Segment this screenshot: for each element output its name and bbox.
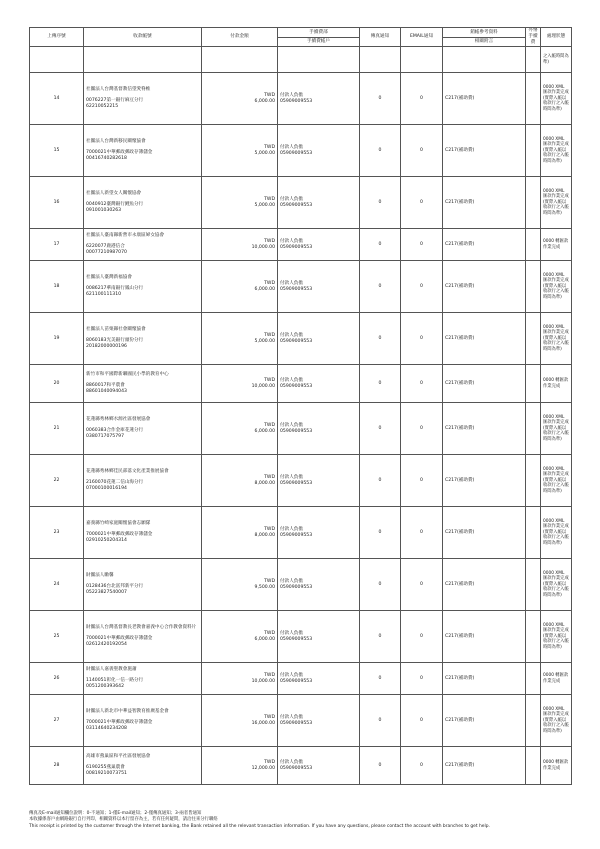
fax-notice-value: 0 [360,403,401,455]
payee-name: 社團法人臺南縣新營市永康區婦女協會 [86,233,165,239]
header-amount: 付款金額 [202,28,278,47]
payee-account-no: 02612420192054 [86,641,127,647]
payee-account-no: 88601040094043 [86,388,127,394]
foreign-fee-value [526,747,541,785]
payee-account-no: 0380717075797 [86,433,124,439]
fee-bearer-cell [278,455,360,507]
fax-notice-value: 0 [360,261,401,313]
fee-account: 05909009553 [280,383,313,389]
foreign-fee-value [526,365,541,403]
fax-notice-value: 0 [360,747,401,785]
fax-notice-value: 0 [360,365,401,403]
reference-remark: C217(補助費) [443,365,526,403]
payee-bank: 0128436台北富邦新平分行 [86,584,144,590]
carryover-row [30,47,572,73]
status-text: 0000 XML 匯款作業完成(實際入帳以收款行之入帳時間為準) [541,559,572,611]
fee-account: 05909009553 [280,244,313,250]
row-seq-no: 21 [30,403,84,455]
amount-value: 6,000.00 [254,428,275,434]
email-notice-value: 0 [401,747,443,785]
payee-cell [84,313,202,365]
amount-cell [202,261,278,313]
email-notice-value: 0 [401,229,443,261]
fee-account: 05909009553 [280,286,313,292]
amount-currency: TWD [264,630,275,636]
email-notice-value: 0 [401,611,443,663]
fax-notice-value: 0 [360,455,401,507]
status-text: 0000 轉匯款作業完成 [541,747,572,785]
email-notice-value: 0 [401,455,443,507]
email-notice-value: 0 [401,663,443,695]
transfer-detail-page [29,27,571,785]
fee-bearer-cell [278,403,360,455]
row-seq-no: 15 [30,125,84,177]
payee-account-no: 05223827540007 [86,589,127,595]
row-seq-no: 23 [30,507,84,559]
reference-remark: C217(補助費) [443,507,526,559]
table-row [30,313,572,365]
payee-account-no: 62210052215 [86,103,119,109]
fee-bearer-cell [278,229,360,261]
amount-value: 6,000.00 [254,98,275,104]
row-seq-no: 14 [30,73,84,125]
foreign-fee-value [526,559,541,611]
reference-remark: C217(補助費) [443,663,526,695]
amount-value: 5,000.00 [254,338,275,344]
amount-value: 10,000.00 [251,244,275,250]
payee-name: 財團法人新北市中華益智教育推廣基金會 [86,709,169,715]
table-row [30,261,572,313]
row-seq-no: 25 [30,611,84,663]
fee-bearer: 付款人負擔 [280,377,303,383]
amount-value: 5,000.00 [254,202,275,208]
payee-bank: 6190255燕巢農會 [86,765,125,771]
foreign-fee-value [526,73,541,125]
amount-currency: TWD [264,332,275,338]
payee-bank: 7000021中華郵政郵政存簿儲金 [86,150,153,156]
fee-bearer: 付款人負擔 [280,630,303,636]
footer-disclaimer-zh: 本收據係客戶由網路銀行自行列印，相關資料以本行留存為主，若有任何疑問，請洽往來分行聯絡 [29,817,218,823]
header-seq-no: 上傳序號 [30,28,84,47]
status-text: 0000 XML 匯款作業完成(實際入帳以收款行之入帳時間為準) [541,403,572,455]
amount-currency: TWD [264,92,275,98]
fax-notice-value: 0 [360,695,401,747]
payee-cell [84,73,202,125]
fee-bearer-cell [278,507,360,559]
fee-bearer: 付款人負擔 [280,526,303,532]
amount-value: 10,000.00 [251,383,275,389]
fee-bearer-cell [278,73,360,125]
status-text: 0000 轉匯款作業完成 [541,663,572,695]
payee-bank: 0086217華南銀行鳳山分行 [86,286,144,292]
payee-bank: 7000021中華郵政郵政存簿儲金 [86,532,153,538]
header-payee-account: 收款帳號 [84,28,202,47]
amount-currency: TWD [264,474,275,480]
fee-bearer: 付款人負擔 [280,714,303,720]
payee-bank: 0076227第一銀行麻豆分行 [86,98,144,104]
payee-bank: 1140051彰化一信一路分行 [86,678,144,684]
status-text: 0000 XML 匯款作業完成(實際入帳以收款行之入帳時間為準) [541,611,572,663]
foreign-fee-value [526,125,541,177]
foreign-fee-value [526,229,541,261]
amount-value: 10,000.00 [251,678,275,684]
fee-bearer-cell [278,313,360,365]
table-row [30,455,572,507]
foreign-fee-value [526,403,541,455]
payee-bank: 8860017和平農會 [86,383,125,389]
amount-value: 5,000.00 [254,150,275,156]
amount-cell [202,559,278,611]
amount-cell [202,455,278,507]
payee-name: 花蓮縣秀林鄉佳民部落文化產業推展協會 [86,469,169,475]
row-seq-no: 22 [30,455,84,507]
fax-notice-value: 0 [360,73,401,125]
table-row [30,229,572,261]
amount-currency: TWD [264,422,275,428]
amount-currency: TWD [264,672,275,678]
status-text: 0000 XML 匯款作業完成(實際入帳以收款行之入帳時間為準) [541,313,572,365]
status-text: 0000 XML 匯款作業完成(實際入帳以收款行之入帳時間為準) [541,73,572,125]
fee-bearer-cell [278,747,360,785]
amount-cell [202,611,278,663]
payee-bank: 7000021中華郵政郵政存簿儲金 [86,636,153,642]
fee-account: 05909009553 [280,584,313,590]
table-row [30,177,572,229]
fee-bearer: 付款人負擔 [280,578,303,584]
fax-notice-value: 0 [360,229,401,261]
amount-currency: TWD [264,578,275,584]
status-text: 0000 XML 匯款作業完成(實際入帳以收款行之入帳時間為準) [541,261,572,313]
fee-account: 05909009553 [280,150,313,156]
reference-remark: C217(補助費) [443,73,526,125]
payee-name: 花蓮縣秀林鄉水源社區發展協會 [86,417,151,423]
payee-account-no: 00077210987070 [86,249,127,255]
status-text: 0000 XML 匯款作業完成(實際入帳以收款行之入帳時間為準) [541,455,572,507]
row-seq-no: 17 [30,229,84,261]
payee-bank: 2160070花蓮二信山海分行 [86,480,144,486]
row-seq-no: 18 [30,261,84,313]
payee-name: 社團法人苗栗縣社會關懷協會 [86,327,146,333]
table-row [30,507,572,559]
table-row [30,125,572,177]
payee-account-no: 20182000000196 [86,343,127,349]
fax-notice-value: 0 [360,177,401,229]
status-text: 0000 轉匯款作業完成 [541,229,572,261]
transfer-table [29,27,572,785]
fee-bearer-cell [278,261,360,313]
status-text: 0000 轉匯款作業完成 [541,365,572,403]
fee-bearer: 付款人負擔 [280,474,303,480]
fee-account: 05909009553 [280,636,313,642]
amount-currency: TWD [264,526,275,532]
email-notice-value: 0 [401,73,443,125]
amount-cell [202,747,278,785]
foreign-fee-value [526,177,541,229]
payee-cell [84,455,202,507]
reference-remark: C217(補助費) [443,261,526,313]
fee-bearer: 付款人負擔 [280,144,303,150]
payee-account-no: 00819210073751 [86,770,127,776]
reference-remark: C217(補助費) [443,125,526,177]
payee-name: 財團法人嘉義聖教會施蕭 [86,667,137,673]
amount-currency: TWD [264,377,275,383]
amount-value: 8,000.00 [254,532,275,538]
fax-notice-value: 0 [360,559,401,611]
header-fee-bearer: 手續費部 [278,28,360,38]
fax-notice-value: 0 [360,611,401,663]
table-row [30,663,572,695]
payee-account-no: 00416740282618 [86,155,127,161]
amount-currency: TWD [264,238,275,244]
payee-bank: 6220077鹿港信合 [86,244,125,250]
fee-account: 05909009553 [280,678,313,684]
payee-cell [84,365,202,403]
footer-disclaimer-en: This receipt is printed by the customer through the Internet banking, the Bank retained all the relevant transaction information. If you have any questions, please contact the account with branches to get help. [29,823,490,829]
payee-bank: 8060183光美銀行頭份分行 [86,338,144,344]
email-notice-value: 0 [401,695,443,747]
amount-value: 8,000.00 [254,480,275,486]
amount-cell [202,229,278,261]
payee-name: 財團法人勵馨 [86,573,114,579]
reference-remark: C217(補助費) [443,403,526,455]
payee-cell [84,663,202,695]
header-email-notice: EMAIL通知 [401,28,443,47]
fee-bearer: 付款人負擔 [280,422,303,428]
amount-cell [202,73,278,125]
table-row [30,695,572,747]
carryover-status: 之入帳時間為準) [541,47,572,73]
row-seq-no: 24 [30,559,84,611]
foreign-fee-value [526,695,541,747]
row-seq-no: 28 [30,747,84,785]
payee-account-no: 091001030263 [86,207,122,213]
fax-notice-value: 0 [360,663,401,695]
amount-value: 16,000.00 [251,720,275,726]
table-row [30,559,572,611]
fee-account: 05909009553 [280,98,313,104]
table-row [30,73,572,125]
payee-cell [84,177,202,229]
reference-remark: C217(補助費) [443,611,526,663]
fee-account: 05909009553 [280,202,313,208]
foreign-fee-value [526,507,541,559]
fee-bearer-cell [278,611,360,663]
payee-account-no: 0051200393642 [86,683,124,689]
payee-cell [84,695,202,747]
fee-account: 05909009553 [280,765,313,771]
header-remarks: 相關附言 [443,38,526,47]
reference-remark: C217(補助費) [443,747,526,785]
payee-name: 社團法人台灣新移民關懷協會 [86,139,146,145]
reference-remark: C217(補助費) [443,559,526,611]
amount-currency: TWD [264,144,275,150]
table-row [30,747,572,785]
fax-notice-value: 0 [360,125,401,177]
amount-cell [202,403,278,455]
amount-cell [202,313,278,365]
amount-currency: TWD [264,196,275,202]
payee-cell [84,611,202,663]
amount-cell [202,365,278,403]
fee-bearer: 付款人負擔 [280,238,303,244]
payee-cell [84,403,202,455]
fee-bearer-cell [278,177,360,229]
fee-bearer: 付款人負擔 [280,672,303,678]
email-notice-value: 0 [401,403,443,455]
reference-remark: C217(補助費) [443,229,526,261]
email-notice-value: 0 [401,559,443,611]
payee-account-no: 02910250204314 [86,537,127,543]
fee-account: 05909009553 [280,480,313,486]
header-foreign-fee: 外幣手續費 [526,28,541,47]
email-notice-value: 0 [401,507,443,559]
footer-notice-legend: 傳真及E-mail通知欄位說明：0-不通知；1-僅E-mail通知；2-僅傳真通知；3-兩者皆通知 [29,811,202,816]
table-row [30,403,572,455]
fee-bearer-cell [278,125,360,177]
fee-account: 05909009553 [280,428,313,434]
payee-name: 新竹市和平國際新聯國民小學的教育中心 [86,372,169,378]
fee-bearer: 付款人負擔 [280,196,303,202]
status-text: 0000 XML 匯款作業完成(實際入帳以收款行之入帳時間為準) [541,177,572,229]
transfer-rows [30,47,572,785]
foreign-fee-value [526,663,541,695]
fee-bearer: 付款人負擔 [280,92,303,98]
table-row [30,365,572,403]
payee-name: 社團法人新望女人關懷協會 [86,191,142,197]
fee-bearer-cell [278,365,360,403]
foreign-fee-value [526,261,541,313]
row-seq-no: 26 [30,663,84,695]
header-reference: 銷帳參考資料 [443,28,526,38]
row-seq-no: 19 [30,313,84,365]
reference-remark: C217(補助費) [443,313,526,365]
amount-cell [202,663,278,695]
email-notice-value: 0 [401,261,443,313]
fee-account: 05909009553 [280,338,313,344]
status-text: 0000 XML 匯款作業完成(實際入帳以收款行之入帳時間為準) [541,125,572,177]
amount-currency: TWD [264,759,275,765]
payee-cell [84,261,202,313]
row-seq-no: 27 [30,695,84,747]
row-seq-no: 20 [30,365,84,403]
amount-cell [202,125,278,177]
payee-name: 嘉義縣竹崎家庭關懷協會志願隊 [86,521,151,527]
email-notice-value: 0 [401,177,443,229]
payee-cell [84,559,202,611]
payee-bank: 0040912臺灣銀行鯉魚分行 [86,202,144,208]
foreign-fee-value [526,611,541,663]
fee-account: 05909009553 [280,720,313,726]
table-row [30,611,572,663]
fee-bearer: 付款人負擔 [280,332,303,338]
amount-cell [202,507,278,559]
status-text: 0000 XML 匯款作業完成(實際入帳以收款行之入帳時間為準) [541,507,572,559]
email-notice-value: 0 [401,365,443,403]
fee-bearer-cell [278,695,360,747]
email-notice-value: 0 [401,313,443,365]
payee-cell [84,747,202,785]
receipt-footer [29,811,589,830]
payee-account-no: 07000100016194 [86,485,127,491]
amount-value: 12,000.00 [251,765,275,771]
payee-cell [84,507,202,559]
amount-currency: TWD [264,714,275,720]
fee-bearer: 付款人負擔 [280,280,303,286]
reference-remark: C217(補助費) [443,455,526,507]
payee-bank: 0060383合作金庫花蓮分行 [86,428,144,434]
amount-value: 6,000.00 [254,286,275,292]
reference-remark: C217(補助費) [443,177,526,229]
email-notice-value: 0 [401,125,443,177]
payee-name: 高雄市燕巢區和平社區發展協會 [86,754,151,760]
fax-notice-value: 0 [360,507,401,559]
fee-account: 05909009553 [280,532,313,538]
payee-account-no: 03114640234208 [86,725,127,731]
payee-account-no: 621100111310 [86,291,122,297]
payee-cell [84,125,202,177]
reference-remark: C217(補助費) [443,695,526,747]
amount-value: 6,000.00 [254,636,275,642]
foreign-fee-value [526,455,541,507]
row-seq-no: 16 [30,177,84,229]
payee-bank: 7000021中華郵政郵政存簿儲金 [86,720,153,726]
fee-bearer-cell [278,559,360,611]
header-status: 處理狀態 [541,28,572,47]
payee-name: 社團法人臺灣新福協會 [86,275,132,281]
amount-cell [202,695,278,747]
status-text: 0000 XML 匯款作業完成(實際入帳以收款行之入帳時間為準) [541,695,572,747]
amount-currency: TWD [264,280,275,286]
fee-bearer-cell [278,663,360,695]
amount-value: 9,500.00 [254,584,275,590]
payee-cell [84,229,202,261]
payee-name: 社團法人台灣基督教信望愛脊椎 [86,87,151,93]
payee-name: 財團法人台灣基督教長老教會嘉義中心合作教會資料片 [86,625,197,631]
fax-notice-value: 0 [360,313,401,365]
foreign-fee-value [526,313,541,365]
header-fax-notice: 傳真通知 [360,28,401,47]
header-fee-account: 手續費帳戶 [278,38,360,47]
fee-bearer: 付款人負擔 [280,759,303,765]
amount-cell [202,177,278,229]
